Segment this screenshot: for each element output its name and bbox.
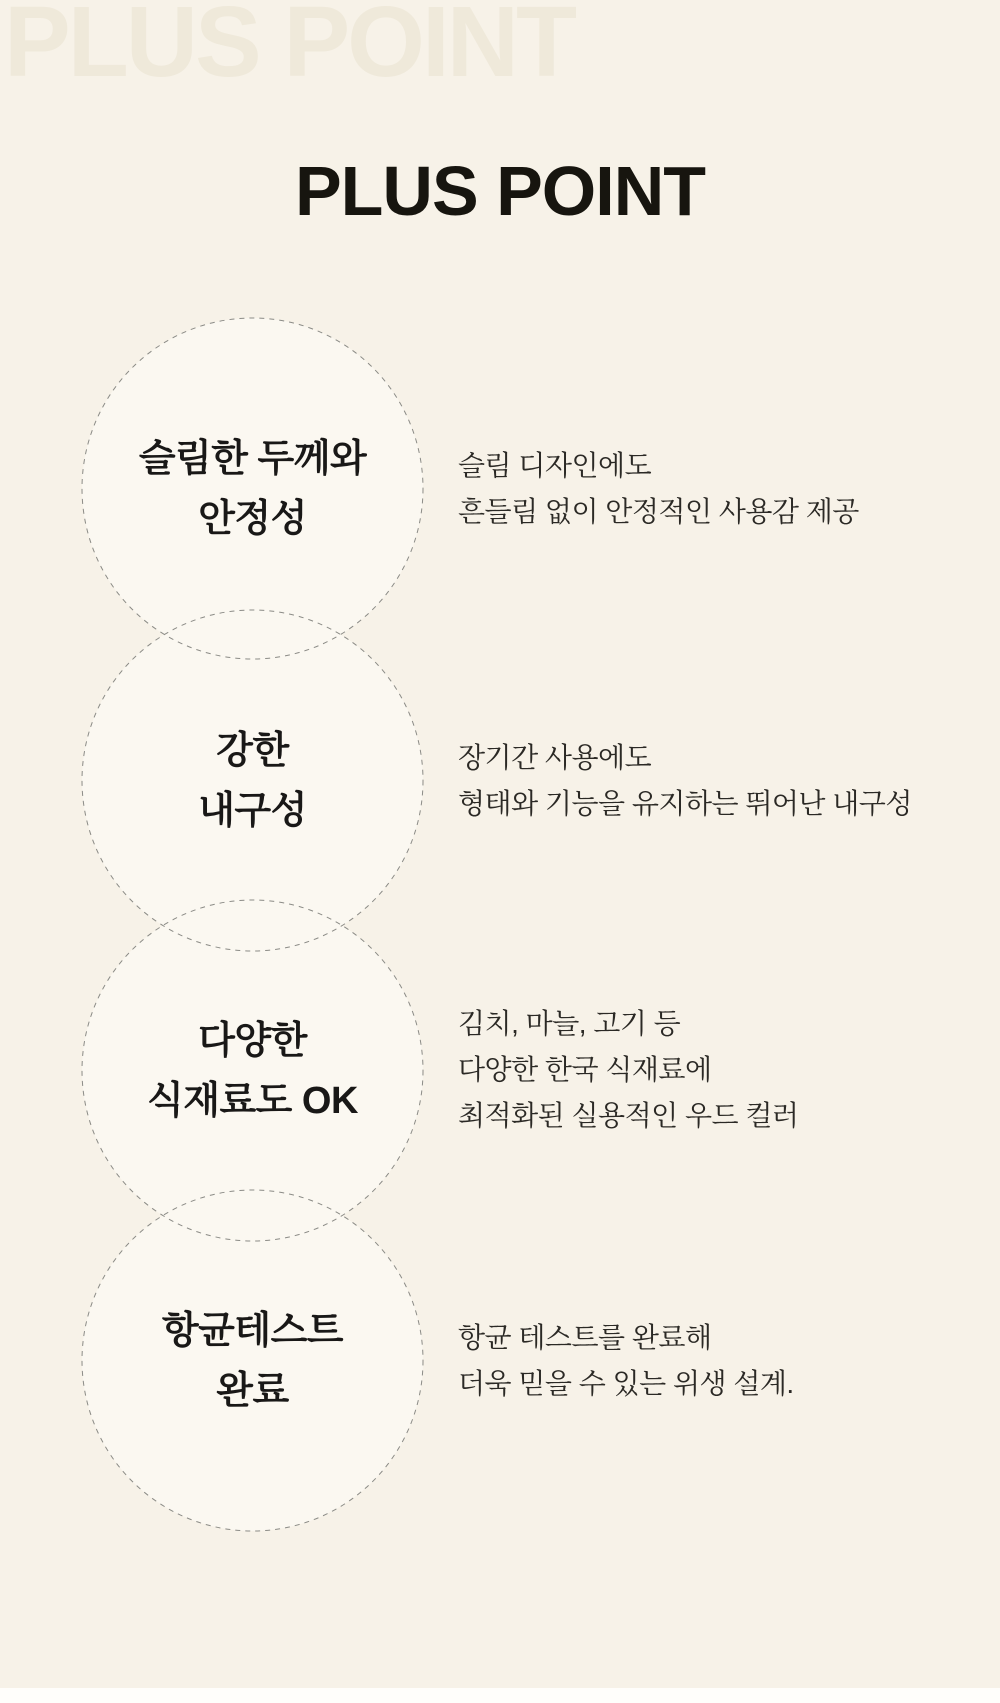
feature-desc-line: 슬림 디자인에도 (458, 450, 652, 481)
section-title: PLUS POINT (294, 152, 706, 230)
feature-title-line: 식재료도 OK (147, 1079, 358, 1122)
feature-desc-line: 흔들림 없이 안정적인 사용감 제공 (458, 496, 859, 527)
feature-title-line: 강한 (216, 729, 289, 772)
feature-desc-line: 김치, 마늘, 고기 등 (458, 1008, 681, 1039)
feature-description (458, 1315, 794, 1407)
feature-title (82, 318, 423, 659)
feature-desc-line: 최적화된 실용적인 우드 컬러 (458, 1100, 799, 1131)
feature-title-line: 항균테스트 (161, 1309, 344, 1352)
feature-title-line: 다양한 (198, 1019, 307, 1062)
feature-title-line: 완료 (216, 1369, 289, 1412)
feature-title (82, 1190, 423, 1531)
feature-title-line: 슬림한 두께와 (138, 437, 367, 480)
feature-description (458, 735, 912, 827)
feature-description (458, 443, 859, 535)
feature-title-line: 내구성 (198, 789, 307, 832)
feature-desc-line: 다양한 한국 식재료에 (458, 1054, 712, 1085)
feature-desc-line: 장기간 사용에도 (458, 742, 652, 773)
feature-desc-line: 항균 테스트를 완료해 (458, 1322, 712, 1353)
watermark-text: PLUS POINT (4, 0, 575, 98)
bottom-strip (0, 1688, 1000, 1703)
feature-description (458, 1001, 798, 1139)
feature-desc-line: 형태와 기능을 유지하는 뛰어난 내구성 (458, 788, 912, 819)
feature-title-line: 안정성 (198, 497, 307, 540)
feature-desc-line: 더욱 믿을 수 있는 위생 설계. (458, 1368, 794, 1399)
